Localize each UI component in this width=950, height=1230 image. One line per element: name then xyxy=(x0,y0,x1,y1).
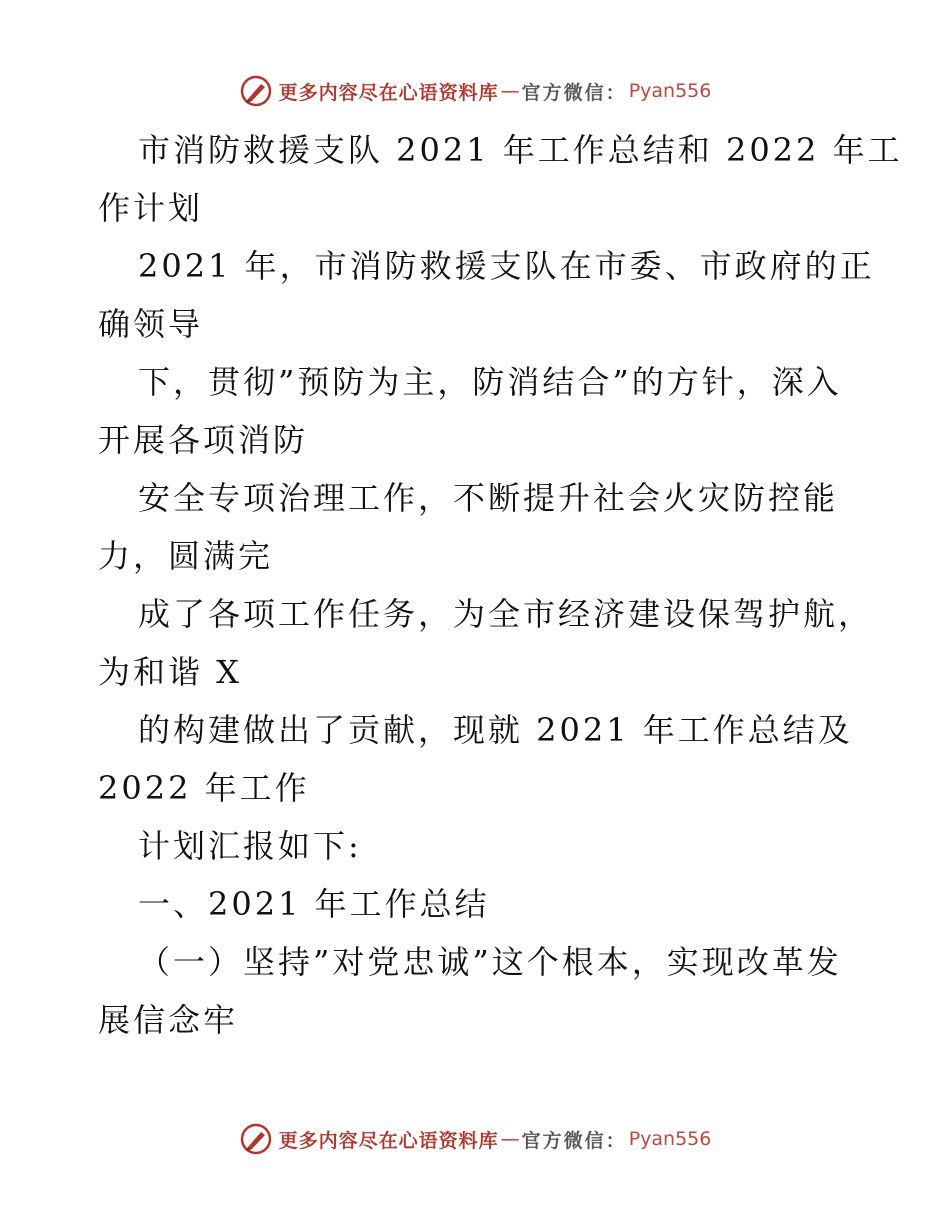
paragraph-line: 确领导 xyxy=(98,305,204,343)
subsection-heading-line-2: 展信念牢 xyxy=(98,1001,239,1039)
banner-dash: — xyxy=(500,1128,520,1150)
paragraph-line: 下，贯彻”预防为主，防消结合”的方针，深入 xyxy=(138,363,842,401)
title-line-1: 市消防救援支队 2021 年工作总结和 2022 年工 xyxy=(138,131,903,169)
paragraph-line: 成了各项工作任务，为全市经济建设保驾护航， xyxy=(138,595,874,633)
subsection-heading-line-1: （一）坚持”对党忠诚”这个根本，实现改革发 xyxy=(138,943,842,981)
banner-label: 官方微信： xyxy=(521,81,627,104)
banner-dash: — xyxy=(500,80,520,102)
paragraph-line: 为和谐 X xyxy=(98,653,242,691)
title-line-2: 作计划 xyxy=(98,189,204,227)
pen-logo-icon xyxy=(239,74,273,108)
paragraph-line: 的构建做出了贡献，现就 2021 年工作总结及 xyxy=(138,711,853,749)
banner-main-text: 更多内容尽在心语资料库 xyxy=(278,1129,499,1152)
paragraph-line: 安全专项治理工作，不断提升社会火灾防控能 xyxy=(138,479,839,517)
paragraph-line: 计划汇报如下: xyxy=(138,827,362,865)
banner-wechat-id: Pyan556 xyxy=(628,80,712,102)
footer-watermark-banner xyxy=(0,1122,950,1156)
paragraph-line: 2022 年工作 xyxy=(98,769,310,807)
header-watermark-banner xyxy=(0,74,950,108)
section-heading: 一、2021 年工作总结 xyxy=(138,885,490,923)
banner-wechat-id: Pyan556 xyxy=(628,1128,712,1150)
banner-main-text: 更多内容尽在心语资料库 xyxy=(278,81,499,104)
paragraph-line: 开展各项消防 xyxy=(98,421,309,459)
paragraph-line: 2021 年，市消防救援支队在市委、市政府的正 xyxy=(138,247,875,285)
pen-logo-icon xyxy=(239,1122,273,1156)
document-body xyxy=(98,121,903,1049)
banner-label: 官方微信： xyxy=(521,1129,627,1152)
paragraph-line: 力，圆满完 xyxy=(98,537,274,575)
